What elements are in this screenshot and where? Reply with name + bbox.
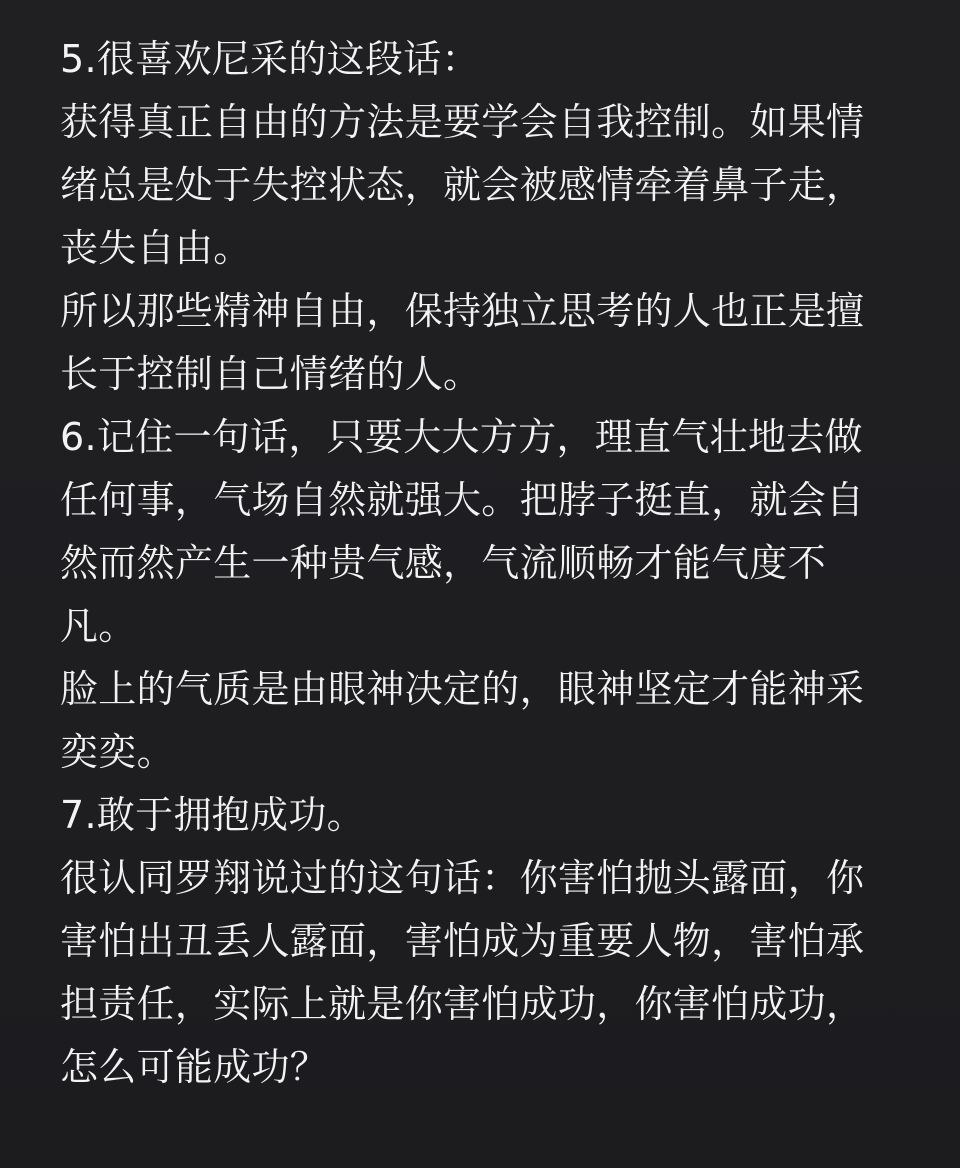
paragraph-heading-6: 6.记住一句话，只要大大方方，理直气壮地去做任何事，气场自然就强大。把脖子挺直，就会自然而然产生一种贵气感，气流顺畅才能气度不凡。 bbox=[60, 415, 865, 648]
paragraph-self-control: 所以那些精神自由，保持独立思考的人也正是擅长于控制自己情绪的人。 bbox=[60, 289, 865, 396]
paragraph-heading-5: 5.很喜欢尼采的这段话： bbox=[60, 37, 480, 81]
paragraph-gaze: 脸上的气质是由眼神决定的，眼神坚定才能神采奕奕。 bbox=[60, 667, 865, 774]
paragraph-heading-7: 7.敢于拥抱成功。 bbox=[60, 793, 365, 837]
paragraph-freedom: 获得真正自由的方法是要学会自我控制。如果情绪总是处于失控状态，就会被感情牵着鼻子走，丧失自由。 bbox=[60, 100, 865, 270]
paragraph-luo-xiang-quote: 很认同罗翔说过的这句话：你害怕抛头露面，你害怕出丑丢人露面，害怕成为重要人物，害怕承担责任，实际上就是你害怕成功，你害怕成功，怎么可能成功？ bbox=[60, 856, 865, 1089]
